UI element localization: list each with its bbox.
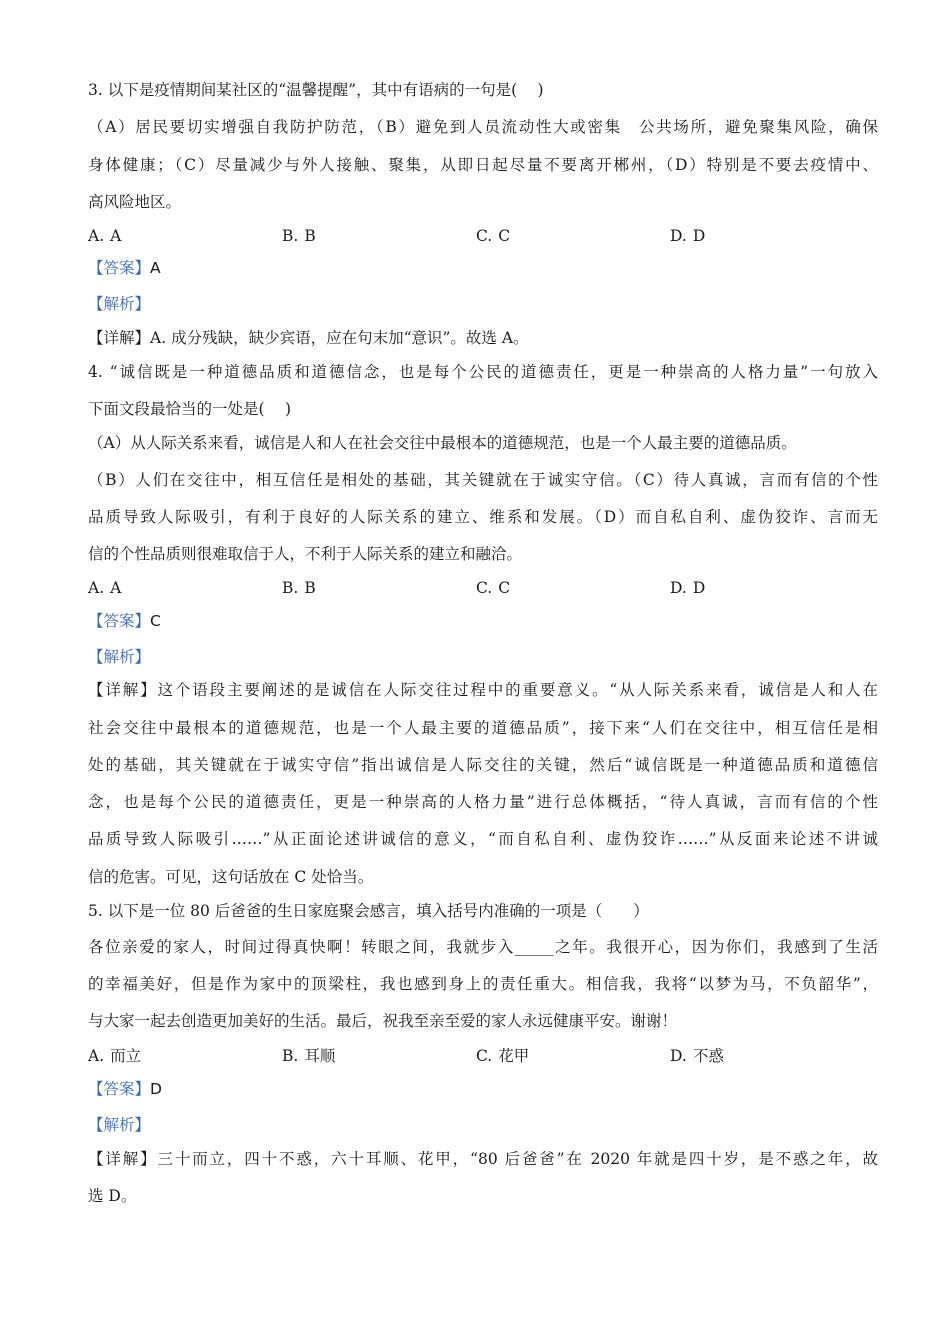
q4-option-b: B. B — [282, 579, 316, 597]
q5-option-c: C. 花甲 — [476, 1047, 530, 1065]
analysis-label: 【解析】 — [88, 295, 151, 313]
q5-option-d: D. 不惑 — [670, 1047, 724, 1065]
detail-text: 这个语段主要阐述的是诚信在人际交往过程中的重要意义。“从人际关系来看，诚信是人和人在 — [157, 681, 878, 699]
q4-passage-line: 信的个性品质则很难取信于人，不利于人际关系的建立和融洽。 — [88, 545, 523, 563]
q3-options — [88, 226, 868, 246]
q3-passage-line: 身体健康；（C）尽量减少与外人接触、聚集，从即日起尽量不要离开郴州，（D）特别是不要去疫情中、 — [88, 156, 878, 174]
q5-options — [88, 1046, 868, 1066]
q4-option-d: D. D — [670, 579, 706, 597]
detail-label: 【详解】 — [88, 329, 151, 347]
detail-text: A. 成分残缺，缺少宾语，应在句末加“意识”。故选 A。 — [150, 329, 529, 347]
answer-label: 【答案】 — [88, 612, 151, 630]
q5-analysis — [88, 1115, 878, 1135]
q3-option-a: A. A — [88, 227, 122, 245]
answer-label: 【答案】 — [88, 259, 151, 277]
q4-passage-line: 品质导致人际吸引，有利于良好的人际关系的建立、维系和发展。（D）而自私自利、虚伪狡诈、言而无 — [88, 508, 878, 526]
q3-passage-line: 高风险地区。 — [88, 193, 182, 211]
answer-value: C — [150, 612, 161, 630]
q4-detail-line: 念，也是每个公民的道德责任，更是一种崇高的人格力量”进行总体概括，“待人真诚，言而有信的个性 — [88, 793, 878, 811]
q3-detail — [88, 328, 878, 348]
detail-text: 三十而立，四十不惑，六十耳顺、花甲，“80 后爸爸”在 2020 年就是四十岁，是不惑之年，故 — [157, 1150, 878, 1168]
q4-detail-line: 社会交往中最根本的道德规范，也是一个人最主要的道德品质”，接下来“人们在交往中，相互信任是相 — [88, 719, 878, 737]
detail-label: 【详解】 — [88, 1150, 158, 1168]
q5-option-b: B. 耳顺 — [282, 1047, 336, 1065]
q4-stem-line: 下面文段最恰当的一处是( ) — [88, 400, 292, 418]
answer-value: D — [150, 1080, 162, 1098]
q4-passage-line: （B）人们在交往中，相互信任是相处的基础，其关键就在于诚实守信。（C）待人真诚，言而有信的个性 — [88, 471, 878, 489]
detail-label: 【详解】 — [88, 681, 158, 699]
q4-detail-line — [88, 680, 878, 700]
q4-answer — [88, 611, 878, 631]
q5-passage-line: 各位亲爱的家人，时间过得真快啊！转眼之间，我就步入_____之年。我很开心，因为你们，我感到了生活 — [88, 938, 878, 956]
analysis-label: 【解析】 — [88, 1116, 151, 1134]
q4-passage-line: （A）从人际关系来看，诚信是人和人在社会交往中最根本的道德规范，也是一个人最主要的道德品质。 — [88, 434, 797, 452]
q4-option-c: C. C — [476, 579, 511, 597]
q3-option-d: D. D — [670, 227, 706, 245]
q4-stem-line: 4. “诚信既是一种道德品质和道德信念，也是每个公民的道德责任，更是一种崇高的人格力量”一句放入 — [88, 363, 878, 381]
q3-analysis — [88, 294, 878, 314]
analysis-label: 【解析】 — [88, 648, 151, 666]
q4-detail-line: 处的基础，其关键就在于诚实守信”指出诚信是人际交往的关键，然后“诚信既是一种道德品质和道德信 — [88, 756, 878, 774]
q5-passage-line: 与大家一起去创造更加美好的生活。最后，祝我至亲至爱的家人永远健康平安。谢谢！ — [88, 1012, 678, 1030]
q5-detail-line: 选 D。 — [88, 1187, 137, 1205]
q3-answer — [88, 258, 878, 278]
q5-passage-line: 的幸福美好，但是作为家中的顶梁柱，我也感到身上的责任重大。相信我，我将“以梦为马，不负韶华”， — [88, 975, 878, 993]
q5-stem: 5. 以下是一位 80 后爸爸的生日家庭聚会感言，填入括号内准确的一项是（ ） — [88, 902, 649, 920]
q4-detail-line: 品质导致人际吸引……”从正面论述讲诚信的意义，“而自私自利、虚伪狡诈……”从反面来论述不讲诚 — [88, 830, 878, 848]
q4-detail-line: 信的危害。可见，这句话放在 C 处恰当。 — [88, 868, 374, 886]
q4-analysis — [88, 647, 878, 667]
q4-option-a: A. A — [88, 579, 122, 597]
q3-option-c: C. C — [476, 227, 511, 245]
q4-options — [88, 578, 868, 598]
answer-value: A — [150, 259, 161, 277]
q5-option-a: A. 而立 — [88, 1047, 142, 1065]
q5-answer — [88, 1079, 878, 1099]
q3-option-b: B. B — [282, 227, 316, 245]
answer-label: 【答案】 — [88, 1080, 151, 1098]
q5-detail-line — [88, 1149, 878, 1169]
q3-stem: 3. 以下是疫情期间某社区的“温馨提醒”，其中有语病的一句是( ) — [88, 81, 544, 99]
q3-passage-line: （A）居民要切实增强自我防护防范，（B）避免到人员流动性大或密集 公共场所，避免聚集风险，确保 — [88, 118, 878, 136]
